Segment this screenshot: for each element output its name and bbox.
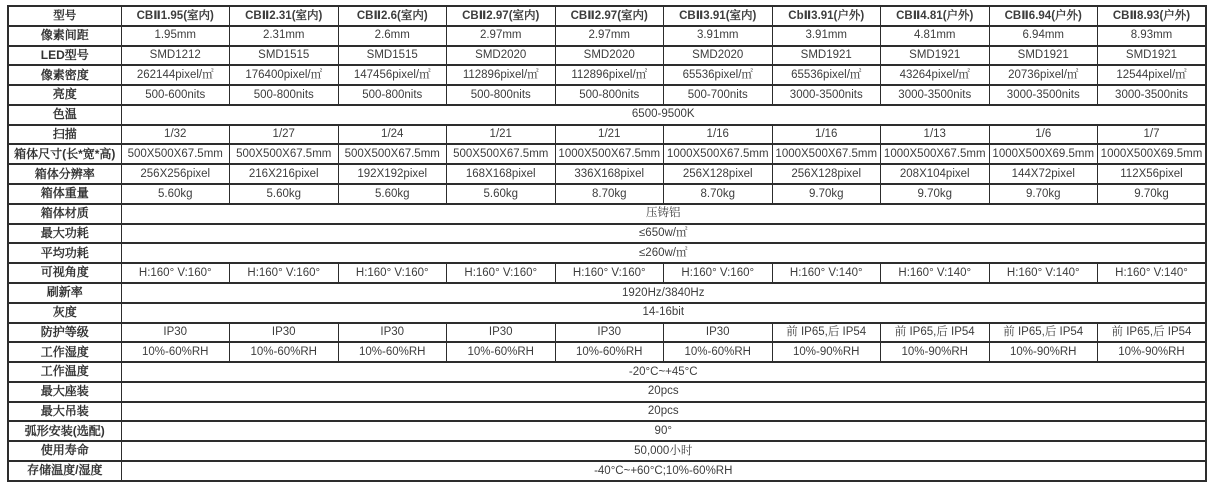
table-row (8, 461, 1206, 481)
table-cell: 10%-90%RH (1098, 342, 1207, 362)
table-row (8, 65, 1206, 85)
table-cell: 500-600nits (121, 85, 230, 105)
table-row (8, 224, 1206, 244)
table-cell: 前 IP65,后 IP54 (772, 323, 881, 343)
table-cell: 2.97mm (447, 26, 556, 46)
table-cell-spanning: ≤650w/㎡ (121, 224, 1206, 244)
table-cell: SMD1921 (772, 46, 881, 66)
row-label: 箱体重量 (8, 184, 121, 204)
table-cell: 256X128pixel (772, 164, 881, 184)
table-cell: 8.70kg (555, 184, 664, 204)
table-cell: 10%-60%RH (447, 342, 556, 362)
table-cell: 20736pixel/㎡ (989, 65, 1098, 85)
table-cell: SMD2020 (447, 46, 556, 66)
table-cell: 1/16 (664, 125, 773, 145)
table-cell: 500X500X67.5mm (230, 144, 339, 164)
table-cell: CBⅡ8.93(户外) (1098, 6, 1207, 26)
table-cell: IP30 (555, 323, 664, 343)
row-label: 箱体尺寸(长*宽*高) (8, 144, 121, 164)
table-cell: 前 IP65,后 IP54 (881, 323, 990, 343)
table-row (8, 204, 1206, 224)
table-cell: 256X256pixel (121, 164, 230, 184)
table-cell: 144X72pixel (989, 164, 1098, 184)
spec-table-body (8, 6, 1206, 481)
table-row (8, 85, 1206, 105)
table-cell: 5.60kg (447, 184, 556, 204)
table-cell: CBⅡ2.31(室内) (230, 6, 339, 26)
row-label: 像素密度 (8, 65, 121, 85)
table-row (8, 323, 1206, 343)
table-cell: CBⅡ3.91(室内) (664, 6, 773, 26)
table-cell: 10%-90%RH (989, 342, 1098, 362)
table-cell: 147456pixel/㎡ (338, 65, 447, 85)
table-cell: H:160° V:140° (1098, 263, 1207, 283)
table-cell: 3.91mm (664, 26, 773, 46)
table-row (8, 144, 1206, 164)
table-cell: 1/7 (1098, 125, 1207, 145)
table-row (8, 441, 1206, 461)
table-cell: 500-700nits (664, 85, 773, 105)
table-cell-spanning: 压铸铝 (121, 204, 1206, 224)
table-row (8, 125, 1206, 145)
table-cell: 1/24 (338, 125, 447, 145)
table-cell: CBⅡ4.81(户外) (881, 6, 990, 26)
table-cell-spanning: 90° (121, 421, 1206, 441)
table-cell: 1000X500X67.5mm (664, 144, 773, 164)
table-row (8, 46, 1206, 66)
table-cell: CBⅡ1.95(室内) (121, 6, 230, 26)
table-cell: SMD1212 (121, 46, 230, 66)
table-cell: 1/13 (881, 125, 990, 145)
table-cell: CBⅡ2.97(室内) (447, 6, 556, 26)
table-cell-spanning: -40°C~+60°C;10%-60%RH (121, 461, 1206, 481)
table-cell: 6.94mm (989, 26, 1098, 46)
row-label: 灰度 (8, 303, 121, 323)
table-cell: 208X104pixel (881, 164, 990, 184)
row-label: 平均功耗 (8, 243, 121, 263)
table-cell: H:160° V:160° (447, 263, 556, 283)
table-cell: 12544pixel/㎡ (1098, 65, 1207, 85)
table-cell: 176400pixel/㎡ (230, 65, 339, 85)
table-row (8, 243, 1206, 263)
table-cell: 9.70kg (989, 184, 1098, 204)
table-cell: 前 IP65,后 IP54 (989, 323, 1098, 343)
row-label: 最大吊装 (8, 402, 121, 422)
table-cell: 1/6 (989, 125, 1098, 145)
row-label: 存储温度/湿度 (8, 461, 121, 481)
table-cell: 1/32 (121, 125, 230, 145)
table-cell: 262144pixel/㎡ (121, 65, 230, 85)
row-label: 像素间距 (8, 26, 121, 46)
table-cell: H:160° V:160° (555, 263, 664, 283)
row-label: 色温 (8, 105, 121, 125)
table-cell: 1/27 (230, 125, 339, 145)
table-cell: 112896pixel/㎡ (555, 65, 664, 85)
table-cell: 10%-60%RH (664, 342, 773, 362)
table-cell: 10%-60%RH (338, 342, 447, 362)
table-cell: 500X500X67.5mm (447, 144, 556, 164)
row-label: 扫描 (8, 125, 121, 145)
table-cell: 1/16 (772, 125, 881, 145)
table-cell: SMD1515 (230, 46, 339, 66)
row-label: 弧形安装(选配) (8, 421, 121, 441)
table-cell: 1000X500X67.5mm (555, 144, 664, 164)
table-cell: 3000-3500nits (989, 85, 1098, 105)
table-cell-spanning: 1920Hz/3840Hz (121, 283, 1206, 303)
table-cell: 1000X500X67.5mm (772, 144, 881, 164)
table-cell: 前 IP65,后 IP54 (1098, 323, 1207, 343)
table-cell: SMD1921 (881, 46, 990, 66)
table-cell-spanning: 50,000小时 (121, 441, 1206, 461)
table-cell: 500-800nits (555, 85, 664, 105)
row-label: 型号 (8, 6, 121, 26)
table-cell: 112896pixel/㎡ (447, 65, 556, 85)
table-cell: SMD2020 (555, 46, 664, 66)
table-cell: 1000X500X67.5mm (881, 144, 990, 164)
table-cell-spanning: 20pcs (121, 382, 1206, 402)
table-cell: H:160° V:140° (772, 263, 881, 283)
table-cell: H:160° V:160° (338, 263, 447, 283)
row-label: 最大功耗 (8, 224, 121, 244)
table-cell: 112X56pixel (1098, 164, 1207, 184)
row-label: 可视角度 (8, 263, 121, 283)
table-cell: 3000-3500nits (772, 85, 881, 105)
table-cell: 500X500X67.5mm (338, 144, 447, 164)
row-label: LED型号 (8, 46, 121, 66)
table-cell: 43264pixel/㎡ (881, 65, 990, 85)
table-cell: 4.81mm (881, 26, 990, 46)
table-cell: 3.91mm (772, 26, 881, 46)
table-cell: IP30 (121, 323, 230, 343)
table-row (8, 283, 1206, 303)
table-row (8, 184, 1206, 204)
row-label: 箱体材质 (8, 204, 121, 224)
spec-table (7, 5, 1207, 482)
table-cell: 256X128pixel (664, 164, 773, 184)
table-cell: 9.70kg (881, 184, 990, 204)
table-cell: 10%-60%RH (555, 342, 664, 362)
table-cell: CbⅡ3.91(户外) (772, 6, 881, 26)
table-cell: 2.6mm (338, 26, 447, 46)
table-cell-spanning: 20pcs (121, 402, 1206, 422)
row-label: 工作湿度 (8, 342, 121, 362)
table-cell: H:160° V:140° (881, 263, 990, 283)
row-label: 使用寿命 (8, 441, 121, 461)
table-row (8, 303, 1206, 323)
table-cell: 1/21 (447, 125, 556, 145)
table-cell-spanning: -20°C~+45°C (121, 362, 1206, 382)
table-cell: 10%-90%RH (881, 342, 990, 362)
table-row (8, 362, 1206, 382)
row-label: 最大座装 (8, 382, 121, 402)
table-row (8, 342, 1206, 362)
table-cell: H:160° V:160° (230, 263, 339, 283)
table-row (8, 382, 1206, 402)
table-cell: 65536pixel/㎡ (664, 65, 773, 85)
table-cell: 500-800nits (447, 85, 556, 105)
table-cell: 5.60kg (230, 184, 339, 204)
table-cell: CBⅡ2.97(室内) (555, 6, 664, 26)
table-cell-spanning: 6500-9500K (121, 105, 1206, 125)
table-cell: 168X168pixel (447, 164, 556, 184)
table-cell: CBⅡ2.6(室内) (338, 6, 447, 26)
table-cell: 5.60kg (121, 184, 230, 204)
table-cell: 500-800nits (230, 85, 339, 105)
table-row (8, 402, 1206, 422)
table-cell: 3000-3500nits (1098, 85, 1207, 105)
row-label: 工作温度 (8, 362, 121, 382)
table-cell: 500-800nits (338, 85, 447, 105)
row-label: 防护等级 (8, 323, 121, 343)
table-row (8, 263, 1206, 283)
table-cell: 192X192pixel (338, 164, 447, 184)
table-cell: 10%-90%RH (772, 342, 881, 362)
table-cell-spanning: ≤260w/㎡ (121, 243, 1206, 263)
table-cell: SMD1921 (989, 46, 1098, 66)
table-cell: IP30 (230, 323, 339, 343)
table-cell: H:160° V:140° (989, 263, 1098, 283)
table-cell: 336X168pixel (555, 164, 664, 184)
table-cell: 10%-60%RH (121, 342, 230, 362)
table-cell: IP30 (664, 323, 773, 343)
table-cell: 216X216pixel (230, 164, 339, 184)
table-cell-spanning: 14-16bit (121, 303, 1206, 323)
table-cell: SMD2020 (664, 46, 773, 66)
table-cell: 8.93mm (1098, 26, 1207, 46)
model-header-row (8, 6, 1206, 26)
table-row (8, 105, 1206, 125)
table-cell: 9.70kg (772, 184, 881, 204)
table-cell: 1/21 (555, 125, 664, 145)
table-cell: SMD1515 (338, 46, 447, 66)
table-cell: 9.70kg (1098, 184, 1207, 204)
table-cell: 1000X500X69.5mm (989, 144, 1098, 164)
table-cell: 65536pixel/㎡ (772, 65, 881, 85)
row-label: 亮度 (8, 85, 121, 105)
table-cell: 5.60kg (338, 184, 447, 204)
table-cell: IP30 (338, 323, 447, 343)
row-label: 箱体分辨率 (8, 164, 121, 184)
table-row (8, 164, 1206, 184)
table-cell: H:160° V:160° (121, 263, 230, 283)
table-cell: 1000X500X69.5mm (1098, 144, 1207, 164)
table-cell: 2.31mm (230, 26, 339, 46)
table-cell: 1.95mm (121, 26, 230, 46)
table-row (8, 421, 1206, 441)
table-cell: CBⅡ6.94(户外) (989, 6, 1098, 26)
table-cell: SMD1921 (1098, 46, 1207, 66)
table-cell: 3000-3500nits (881, 85, 990, 105)
row-label: 刷新率 (8, 283, 121, 303)
table-cell: 8.70kg (664, 184, 773, 204)
table-cell: H:160° V:160° (664, 263, 773, 283)
table-cell: IP30 (447, 323, 556, 343)
table-cell: 2.97mm (555, 26, 664, 46)
table-cell: 500X500X67.5mm (121, 144, 230, 164)
table-row (8, 26, 1206, 46)
table-cell: 10%-60%RH (230, 342, 339, 362)
